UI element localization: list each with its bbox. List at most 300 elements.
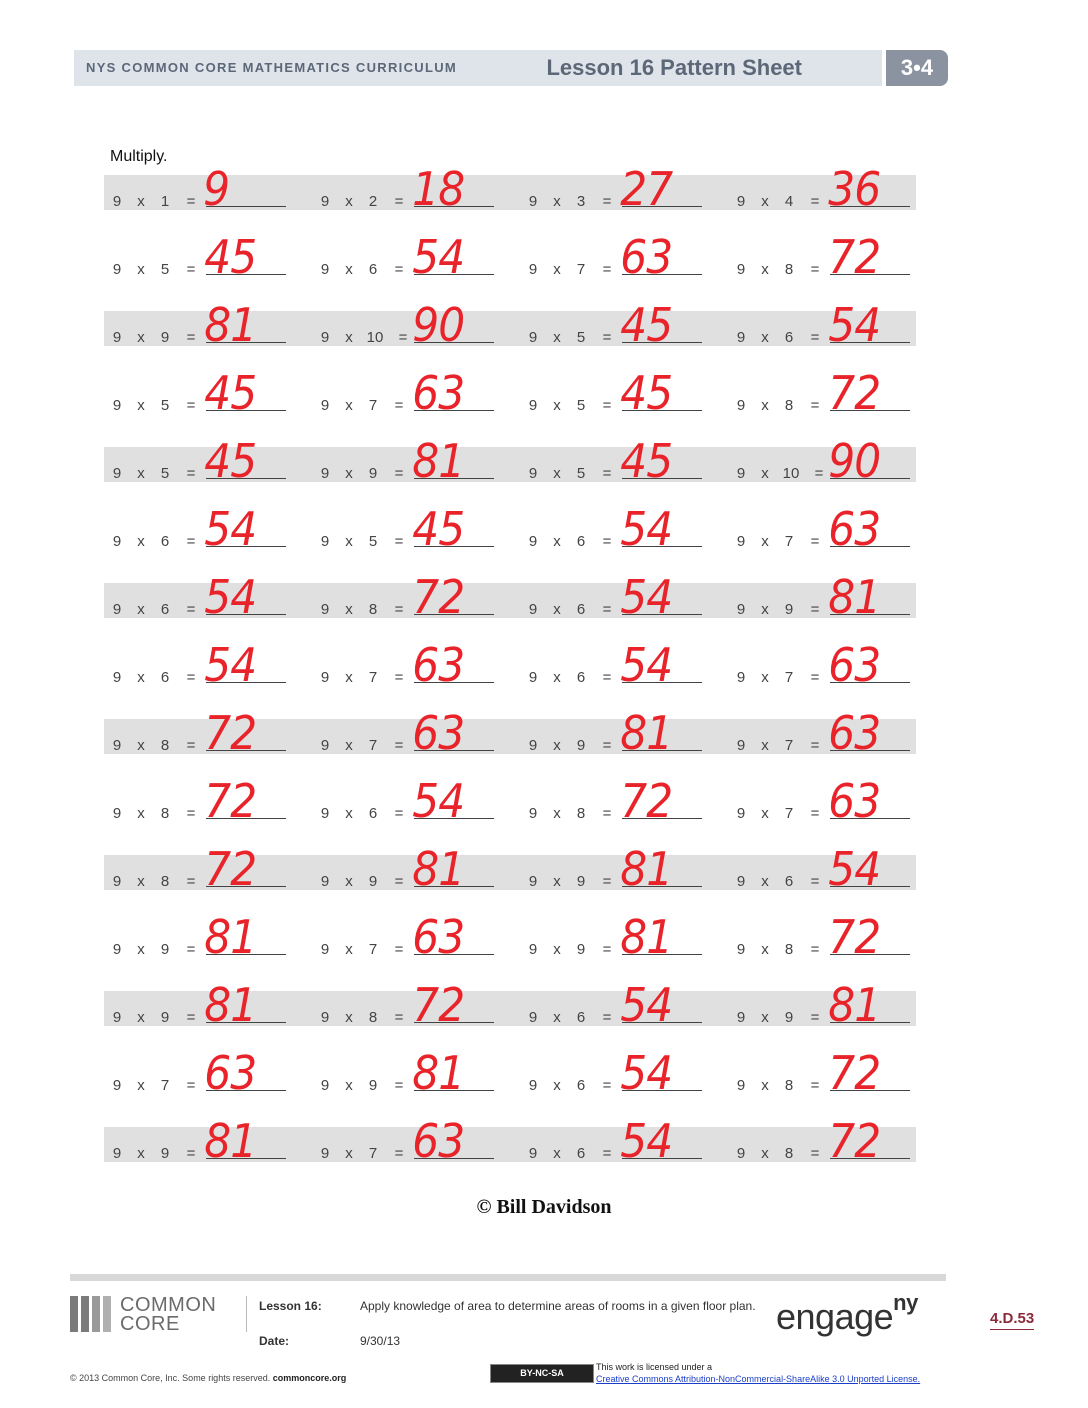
problem-expression	[728, 805, 828, 822]
equals-sign: =	[394, 193, 404, 210]
problem-expression	[520, 805, 620, 822]
problem-cell	[728, 842, 936, 896]
handwritten-answer: 54	[204, 638, 257, 692]
factor-a: 9	[112, 1145, 122, 1162]
factor-b: 7	[368, 397, 378, 414]
factor-b: 7	[784, 737, 794, 754]
page-header	[74, 50, 948, 86]
factor-a: 9	[320, 1009, 330, 1026]
factor-a: 9	[320, 873, 330, 890]
equals-sign: =	[394, 601, 404, 618]
equals-sign: =	[394, 669, 404, 686]
problem-cell	[312, 502, 520, 556]
problem-cell	[104, 502, 312, 556]
handwritten-answer: 54	[620, 502, 673, 556]
handwritten-answer: 72	[620, 774, 673, 828]
handwritten-answer: 45	[412, 502, 465, 556]
problem-expression	[312, 805, 412, 822]
times-sign: x	[553, 873, 561, 890]
problem-expression	[104, 1009, 204, 1026]
equals-sign: =	[186, 261, 196, 278]
problem-grid	[104, 162, 916, 1194]
copyright-notice: © 2013 Common Core, Inc. Some rights reserved. commoncore.org	[70, 1373, 347, 1383]
factor-a: 9	[112, 941, 122, 958]
problem-cell	[312, 230, 520, 284]
factor-a: 9	[736, 261, 746, 278]
times-sign: x	[553, 397, 561, 414]
times-sign: x	[137, 737, 145, 754]
factor-b: 6	[576, 1077, 586, 1094]
factor-b: 4	[784, 193, 794, 210]
handwritten-answer: 45	[620, 298, 673, 352]
factor-a: 9	[528, 397, 538, 414]
factor-b: 9	[576, 737, 586, 754]
equals-sign: =	[186, 737, 196, 754]
equals-sign: =	[602, 941, 612, 958]
problem-expression	[104, 805, 204, 822]
problem-expression	[104, 669, 204, 686]
times-sign: x	[345, 261, 353, 278]
equals-sign: =	[810, 737, 820, 754]
factor-a: 9	[112, 397, 122, 414]
date-label: Date:	[259, 1334, 290, 1348]
problem-expression	[520, 1145, 620, 1162]
equals-sign: =	[810, 805, 820, 822]
handwritten-answer: 63	[412, 706, 465, 760]
factor-b: 8	[784, 1077, 794, 1094]
handwritten-answer: 9	[203, 162, 230, 216]
times-sign: x	[761, 805, 769, 822]
handwritten-answer: 72	[204, 842, 257, 896]
problem-expression	[312, 193, 412, 210]
times-sign: x	[553, 261, 561, 278]
equals-sign: =	[394, 1009, 404, 1026]
factor-b: 7	[368, 941, 378, 958]
problem-cell	[728, 706, 936, 760]
equals-sign: =	[602, 397, 612, 414]
times-sign: x	[137, 329, 145, 346]
factor-a: 9	[528, 533, 538, 550]
handwritten-answer: 90	[828, 434, 881, 488]
problem-cell	[312, 910, 520, 964]
factor-a: 9	[528, 1009, 538, 1026]
times-sign: x	[761, 397, 769, 414]
factor-a: 9	[528, 465, 538, 482]
equals-sign: =	[186, 193, 196, 210]
factor-a: 9	[528, 941, 538, 958]
problem-expression	[104, 193, 204, 210]
times-sign: x	[345, 737, 353, 754]
factor-a: 9	[736, 669, 746, 686]
factor-a: 9	[320, 397, 330, 414]
factor-b: 9	[784, 601, 794, 618]
times-sign: x	[137, 1009, 145, 1026]
times-sign: x	[345, 1009, 353, 1026]
factor-b: 6	[576, 533, 586, 550]
handwritten-answer: 63	[412, 366, 465, 420]
date-value: 9/30/13	[360, 1334, 401, 1348]
factor-a: 9	[528, 329, 538, 346]
factor-b: 1	[160, 193, 170, 210]
times-sign: x	[553, 193, 561, 210]
factor-a: 9	[528, 1145, 538, 1162]
problem-expression	[104, 533, 204, 550]
factor-b: 8	[160, 873, 170, 890]
factor-a: 9	[736, 533, 746, 550]
handwritten-answer: 72	[828, 366, 881, 420]
times-sign: x	[761, 193, 769, 210]
factor-a: 9	[528, 193, 538, 210]
factor-a: 9	[320, 941, 330, 958]
equals-sign: =	[394, 1077, 404, 1094]
problem-expression	[312, 261, 412, 278]
factor-a: 9	[320, 329, 330, 346]
problem-expression	[312, 873, 412, 890]
factor-b: 7	[576, 261, 586, 278]
equals-sign: =	[810, 329, 820, 346]
problem-expression	[520, 261, 620, 278]
equals-sign: =	[810, 397, 820, 414]
factor-a: 9	[320, 261, 330, 278]
problem-expression	[520, 193, 620, 210]
factor-a: 9	[736, 737, 746, 754]
problem-expression	[728, 941, 828, 958]
times-sign: x	[761, 1077, 769, 1094]
problem-expression	[728, 669, 828, 686]
problem-cell	[104, 638, 312, 692]
problem-expression	[520, 669, 620, 686]
equals-sign: =	[186, 805, 196, 822]
factor-a: 9	[736, 329, 746, 346]
equals-sign: =	[602, 805, 612, 822]
times-sign: x	[345, 873, 353, 890]
equals-sign: =	[186, 1009, 196, 1026]
equals-sign: =	[810, 193, 820, 210]
factor-a: 9	[112, 533, 122, 550]
handwritten-answer: 63	[412, 910, 465, 964]
times-sign: x	[137, 873, 145, 890]
problem-cell	[520, 978, 728, 1032]
problem-cell	[728, 502, 936, 556]
times-sign: x	[137, 193, 145, 210]
problem-cell	[728, 910, 936, 964]
factor-b: 7	[784, 805, 794, 822]
problem-expression	[728, 873, 828, 890]
logo-line-2: CORE	[120, 1313, 180, 1335]
times-sign: x	[345, 941, 353, 958]
equals-sign: =	[394, 737, 404, 754]
problem-expression	[520, 1009, 620, 1026]
factor-a: 9	[320, 1077, 330, 1094]
times-sign: x	[553, 533, 561, 550]
problem-cell	[104, 706, 312, 760]
factor-b: 6	[576, 669, 586, 686]
times-sign: x	[137, 261, 145, 278]
handwritten-answer: 36	[828, 162, 881, 216]
times-sign: x	[553, 941, 561, 958]
problem-expression	[104, 601, 204, 618]
problem-cell	[312, 1114, 520, 1168]
equals-sign: =	[810, 873, 820, 890]
factor-b: 8	[576, 805, 586, 822]
times-sign: x	[761, 873, 769, 890]
grade-module-badge: 3•4	[886, 50, 948, 86]
factor-b: 5	[160, 465, 170, 482]
problem-cell	[312, 774, 520, 828]
factor-a: 9	[320, 465, 330, 482]
problem-cell	[520, 230, 728, 284]
factor-b: 7	[160, 1077, 170, 1094]
handwritten-answer: 45	[204, 230, 257, 284]
handwritten-answer: 81	[620, 706, 673, 760]
problem-cell	[728, 162, 936, 216]
factor-b: 8	[160, 737, 170, 754]
problem-expression	[728, 1009, 828, 1026]
factor-b: 9	[368, 465, 378, 482]
factor-b: 9	[160, 329, 170, 346]
equals-sign: =	[602, 1145, 612, 1162]
factor-b: 5	[160, 261, 170, 278]
equals-sign: =	[394, 533, 404, 550]
factor-b: 9	[576, 873, 586, 890]
equals-sign: =	[394, 465, 404, 482]
factor-b: 8	[784, 1145, 794, 1162]
equals-sign: =	[602, 261, 612, 278]
times-sign: x	[553, 737, 561, 754]
problem-expression	[728, 193, 828, 210]
factor-a: 9	[112, 193, 122, 210]
handwritten-answer: 90	[412, 298, 465, 352]
factor-a: 9	[320, 533, 330, 550]
handwritten-answer: 45	[620, 434, 673, 488]
factor-b: 6	[160, 533, 170, 550]
equals-sign: =	[602, 873, 612, 890]
factor-b: 7	[368, 1145, 378, 1162]
handwritten-answer: 72	[204, 706, 257, 760]
handwritten-answer: 81	[828, 570, 881, 624]
handwritten-answer: 54	[620, 1114, 673, 1168]
factor-b: 9	[368, 873, 378, 890]
factor-b: 6	[576, 1145, 586, 1162]
equals-sign: =	[602, 601, 612, 618]
problem-expression	[104, 873, 204, 890]
problem-cell	[312, 638, 520, 692]
handwritten-answer: 72	[412, 978, 465, 1032]
handwritten-answer: 54	[620, 1046, 673, 1100]
handwritten-answer: 63	[828, 502, 881, 556]
handwritten-answer: 54	[204, 570, 257, 624]
handwritten-answer: 81	[620, 910, 673, 964]
factor-a: 9	[528, 669, 538, 686]
factor-b: 2	[368, 193, 378, 210]
problem-expression	[728, 601, 828, 618]
problem-cell	[728, 638, 936, 692]
problem-expression	[520, 1077, 620, 1094]
factor-b: 8	[784, 397, 794, 414]
equals-sign: =	[186, 669, 196, 686]
handwritten-answer: 45	[204, 366, 257, 420]
handwritten-answer: 54	[828, 298, 881, 352]
factor-b: 8	[784, 261, 794, 278]
factor-a: 9	[528, 261, 538, 278]
handwritten-answer: 63	[204, 1046, 257, 1100]
problem-cell	[104, 298, 312, 352]
times-sign: x	[553, 329, 561, 346]
times-sign: x	[345, 1145, 353, 1162]
equals-sign: =	[394, 1145, 404, 1162]
factor-a: 9	[320, 1145, 330, 1162]
factor-a: 9	[112, 873, 122, 890]
problem-expression	[312, 601, 412, 618]
equals-sign: =	[602, 465, 612, 482]
times-sign: x	[137, 533, 145, 550]
handwritten-answer: 63	[828, 638, 881, 692]
factor-b: 10	[366, 329, 384, 346]
times-sign: x	[345, 669, 353, 686]
problem-expression	[312, 1077, 412, 1094]
handwritten-answer: 63	[412, 1114, 465, 1168]
handwritten-answer: 72	[204, 774, 257, 828]
lesson-label: Lesson 16:	[259, 1299, 322, 1313]
factor-b: 9	[368, 1077, 378, 1094]
factor-a: 9	[736, 465, 746, 482]
factor-b: 6	[368, 805, 378, 822]
footer-divider	[246, 1296, 247, 1332]
problem-expression	[520, 737, 620, 754]
factor-a: 9	[112, 669, 122, 686]
problem-cell	[312, 1046, 520, 1100]
handwritten-answer: 63	[412, 638, 465, 692]
factor-a: 9	[736, 193, 746, 210]
problem-cell	[104, 910, 312, 964]
handwritten-answer: 63	[828, 706, 881, 760]
problem-cell	[728, 978, 936, 1032]
problem-expression	[312, 1145, 412, 1162]
handwritten-answer: 54	[620, 978, 673, 1032]
factor-a: 9	[112, 601, 122, 618]
factor-a: 9	[320, 737, 330, 754]
problem-expression	[104, 1145, 204, 1162]
equals-sign: =	[602, 533, 612, 550]
problem-cell	[104, 230, 312, 284]
times-sign: x	[345, 1077, 353, 1094]
problem-cell	[520, 1046, 728, 1100]
problem-cell	[104, 1046, 312, 1100]
times-sign: x	[761, 261, 769, 278]
handwritten-answer: 81	[412, 434, 465, 488]
equals-sign: =	[602, 1077, 612, 1094]
credit-line: © Bill Davidson	[476, 1196, 612, 1218]
times-sign: x	[137, 805, 145, 822]
times-sign: x	[761, 1009, 769, 1026]
problem-cell	[728, 434, 936, 488]
times-sign: x	[345, 397, 353, 414]
problem-expression	[520, 465, 620, 482]
problem-cell	[728, 774, 936, 828]
handwritten-answer: 72	[828, 230, 881, 284]
equals-sign: =	[186, 465, 196, 482]
times-sign: x	[553, 601, 561, 618]
problem-expression	[104, 329, 204, 346]
factor-a: 9	[320, 193, 330, 210]
problem-cell	[520, 570, 728, 624]
times-sign: x	[761, 941, 769, 958]
times-sign: x	[137, 1145, 145, 1162]
problem-expression	[728, 329, 828, 346]
license-link[interactable]: Creative Commons Attribution-NonCommercial-ShareAlike 3.0 Unported License.	[596, 1374, 921, 1384]
factor-b: 6	[576, 601, 586, 618]
equals-sign: =	[810, 1009, 820, 1026]
equals-sign: =	[186, 329, 196, 346]
factor-a: 9	[736, 941, 746, 958]
equals-sign: =	[810, 669, 820, 686]
problem-cell	[520, 774, 728, 828]
problem-cell	[312, 842, 520, 896]
factor-b: 6	[160, 669, 170, 686]
curriculum-title: NYS COMMON CORE MATHEMATICS CURRICULUM	[86, 60, 458, 75]
problem-cell	[520, 298, 728, 352]
times-sign: x	[761, 601, 769, 618]
problem-expression	[728, 397, 828, 414]
problem-expression	[728, 737, 828, 754]
factor-a: 9	[736, 601, 746, 618]
header-bar	[74, 50, 882, 86]
problem-expression	[312, 737, 412, 754]
factor-a: 9	[320, 601, 330, 618]
problem-expression	[728, 465, 832, 482]
problem-expression	[520, 873, 620, 890]
problem-cell	[520, 638, 728, 692]
problem-cell	[312, 570, 520, 624]
factor-a: 9	[112, 465, 122, 482]
handwritten-answer: 63	[828, 774, 881, 828]
problem-cell	[312, 298, 520, 352]
equals-sign: =	[398, 329, 408, 346]
times-sign: x	[553, 1077, 561, 1094]
problem-cell	[728, 366, 936, 420]
factor-b: 5	[576, 329, 586, 346]
handwritten-answer: 72	[828, 1114, 881, 1168]
equals-sign: =	[186, 1077, 196, 1094]
handwritten-answer: 18	[412, 162, 465, 216]
problem-expression	[104, 465, 204, 482]
handwritten-answer: 81	[620, 842, 673, 896]
problem-cell	[520, 162, 728, 216]
problem-row	[104, 1114, 916, 1194]
handwritten-answer: 54	[412, 230, 465, 284]
problem-cell	[104, 366, 312, 420]
license-text: This work is licensed under a Creative Commons Attribution-NonCommercial-ShareAlike 3.0 Unported License.	[596, 1362, 921, 1384]
factor-b: 8	[368, 601, 378, 618]
problem-expression	[520, 941, 620, 958]
times-sign: x	[761, 465, 769, 482]
factor-a: 9	[112, 1009, 122, 1026]
problem-cell	[520, 434, 728, 488]
times-sign: x	[137, 397, 145, 414]
factor-a: 9	[528, 873, 538, 890]
factor-a: 9	[528, 805, 538, 822]
handwritten-answer: 81	[204, 910, 257, 964]
times-sign: x	[345, 601, 353, 618]
factor-a: 9	[112, 1077, 122, 1094]
factor-a: 9	[528, 1077, 538, 1094]
factor-b: 9	[160, 1009, 170, 1026]
handwritten-answer: 81	[204, 1114, 257, 1168]
factor-a: 9	[112, 329, 122, 346]
equals-sign: =	[602, 329, 612, 346]
factor-b: 8	[368, 1009, 378, 1026]
factor-a: 9	[528, 737, 538, 754]
